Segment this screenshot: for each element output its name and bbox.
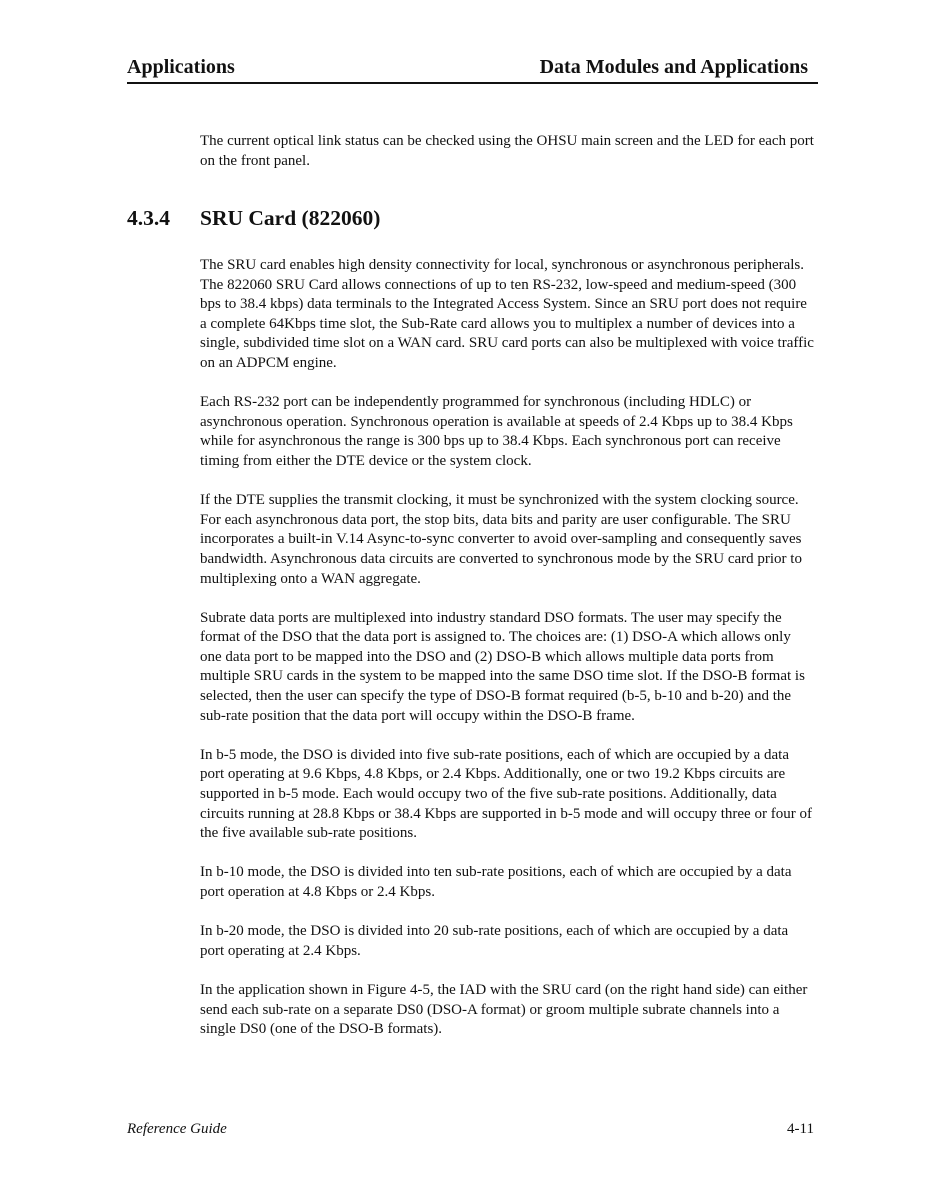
section-number: 4.3.4 xyxy=(127,206,170,230)
body-paragraph: In b-5 mode, the DSO is divided into five sub-rate positions, each of which are occupied by a data port operating at 9.6 Kbps, 4.8 Kbps, or 2.4 Kbps. Additionally, one or two 19.2 Kbps circuits are supported in b-5 mode. Each would occupy two of the five sub-rate positions. Additionally, data circuits running at 28.8 Kbps or 38.4 Kbps are supported in b-5 mode and will occupy three or four of the five available sub-rate positions. xyxy=(200,746,812,842)
header-divider xyxy=(127,82,818,84)
body-paragraph: In the application shown in Figure 4-5, the IAD with the SRU card (on the right hand side) can either send each sub-rate on a separate DS0 (DSO-A format) or groom multiple subrate channels into a single DS0 (one of the DSO-B formats). xyxy=(200,981,808,1038)
section-body xyxy=(200,256,815,1059)
header-section-label: Applications xyxy=(127,56,235,78)
page-number: 4-11 xyxy=(787,1121,814,1137)
body-paragraph: In b-20 mode, the DSO is divided into 20 sub-rate positions, each of which are occupied by a data port operating at 2.4 Kbps. xyxy=(200,923,789,959)
intro-paragraph: The current optical link status can be checked using the OHSU main screen and the LED for each port on the front panel. xyxy=(200,133,814,169)
body-paragraph: If the DTE supplies the transmit clocking, it must be synchronized with the system clocking source. For each asynchronous data port, the stop bits, data bits and parity are user configurable. The SRU incorporates a built-in V.14 Async-to-sync converter to avoid over-sampling and consequently saves bandwidth. Asynchronous data circuits are converted to synchronous mode by the SRU card prior to multiplexing onto a WAN aggregate. xyxy=(200,492,802,587)
body-paragraph: Each RS-232 port can be independently programmed for synchronous (including HDLC) or asynchronous operation. Synchronous operation is available at speeds of 2.4 Kbps up to 38.4 Kbps while for asynchronous the range is 300 bps up to 38.4 Kbps. Each synchronous port can receive timing from either the DTE device or the system clock. xyxy=(200,394,793,469)
header-chapter-title: Data Modules and Applications xyxy=(539,56,808,78)
section-heading xyxy=(127,206,380,231)
body-paragraph: Subrate data ports are multiplexed into industry standard DSO formats. The user may specify the format of the DSO that the data port is assigned to. The choices are: (1) DSO-A which allows only one data port to be mapped into the DSO and (2) DSO-B which allows multiple data ports from multiple SRU cards in the system to be mapped into the same DSO time slot. If the DSO-B format is selected, then the user can specify the type of DSO-B format required (b-5, b-10 and b-20) and the sub-rate position that the data port will occupy within the DSO-B frame. xyxy=(200,609,805,724)
intro-block xyxy=(200,132,815,171)
body-paragraph: The SRU card enables high density connectivity for local, synchronous or asynchronous peripherals. The 822060 SRU Card allows connections of up to ten RS-232, low-speed and medium-speed (300 bps to 38.4 kbps) data terminals to the Integrated Access System. Since an SRU port does not require a complete 64Kbps time slot, the Sub-Rate card allows you to multiplex a number of devices into a single, subdivided time slot on a WAN card. SRU card ports can also be multiplexed with voice traffic on an ADPCM engine. xyxy=(200,257,814,371)
body-paragraph: In b-10 mode, the DSO is divided into ten sub-rate positions, each of which are occupied by a data port operation at 4.8 Kbps or 2.4 Kbps. xyxy=(200,864,792,900)
footer-guide-title: Reference Guide xyxy=(127,1121,227,1137)
section-title: SRU Card (822060) xyxy=(200,206,381,230)
